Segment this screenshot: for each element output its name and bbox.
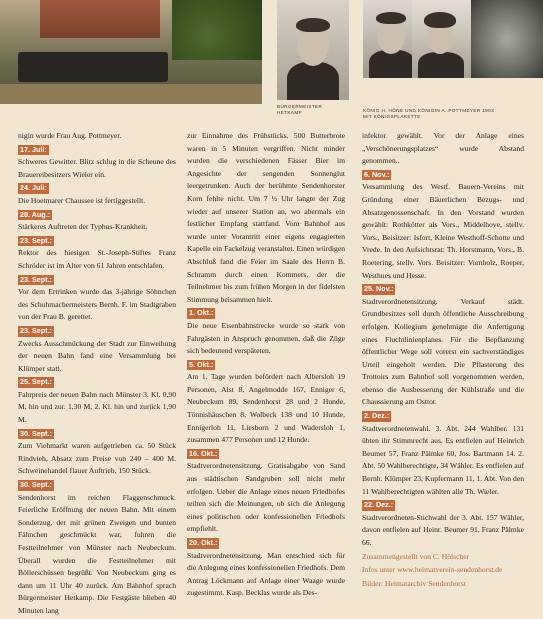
station-roof bbox=[40, 0, 160, 38]
date-label: 17. Juli: bbox=[20, 144, 47, 154]
date-label-row bbox=[187, 307, 345, 320]
date-label: 24. Juli: bbox=[20, 183, 47, 193]
entry-text: Die neue Eisenbahnstrecke wurde so stark von Fahrgästen in Anspruch genommen, daß die Züge sich bedeutend verspäteten. bbox=[187, 320, 345, 356]
entry-text: Stadtverordneten-Stichwahl der 3. Abt. 157 Wähler, davon entfielen auf Heinr. Beumer 91, Franz Pälmke 66. bbox=[362, 512, 524, 547]
credit-line: Infos unter www.heimatverein-sendenhorst.de bbox=[362, 565, 503, 575]
date-label: 23. Sept.: bbox=[20, 325, 52, 335]
date-label-row bbox=[362, 410, 524, 423]
entry-text: Zwecks Ausschmückung der Stadt zur Einweihung der neuen Bahn fand eine Versammlung bei Klümper statt. bbox=[18, 338, 176, 373]
credit-line: Bilder: Heimatarchiv Sendenhorst bbox=[362, 578, 466, 588]
caption-line: KÖNIG H. HÖNE UND KÖNIGIN A. POTTMEYER 1903 bbox=[363, 108, 495, 113]
date-label: 22. Dez.: bbox=[364, 500, 394, 510]
date-label-row bbox=[187, 359, 345, 372]
entry-text: Stadtverordnetensitzung. Gratisabgabe von Sand aus städtischen Sandgruben soll nicht mehr erfolgen. Ueber die Anlage eines neuen Friedhofes teilten sich die Meinungen, ob sich die Anlegung eines politischen oder konfessionellen Friedhofs empfiehlt. bbox=[187, 461, 345, 534]
entry-text: Fahrpreis der neuen Bahn nach Münster 3. Kl. 0,90 M, hin und zur. 1,30 M, 2. Kl. hin und zurück 1,90 M. bbox=[18, 389, 176, 425]
portrait-coat bbox=[369, 50, 415, 78]
date-label-row bbox=[18, 428, 176, 441]
date-label: 23. Sept.: bbox=[20, 274, 52, 284]
date-label-row bbox=[362, 499, 524, 512]
entry-text: zur Einnahme des Frühstücks. 500 Butterbrote waren in 5 Minuten vergriffen. Nicht minder wurden die verschiedenen Fässer Bier im Angesichte der sengenden Sonnenglut leergetrunken. Auch der berühmte Sendenhorster Korn fehlte nicht. Um 7 ½ Uhr langte der Zug wieder auf unserer Station an, wo abermals ein festlicher Empfang stattfand. Vom Bahnhof aus wurde unter Vorantritt einer eigens engagierten Kapelle ein Fackelzug veranstaltet. Einen würdigen Abschluß fand die Feier im Saale des Herrn B. Schramm durch einen Kommers, der die Teilnehmer bis zum frühen Morgen in der fidelsten Stimmung beisammen hielt. bbox=[187, 131, 345, 304]
entry-text: Schweres Gewitter. Blitz schlug in die Scheune des Brauereibesitzers Wieler ein. bbox=[18, 157, 176, 179]
date-label-row bbox=[362, 169, 524, 182]
caption-line: BÜRGERMEISTER bbox=[277, 104, 323, 109]
text-column-2 bbox=[187, 130, 345, 601]
entry-text: Zum Viehmarkt waren aufgetrieben ca. 50 Stück Rindvieh, Absatz zum Preise von 240 – 400 M. Schweinehandel flauer Auftrieb, 150 Stück. bbox=[18, 441, 176, 476]
portrait-hair bbox=[376, 12, 406, 24]
date-label: 2. Dez.: bbox=[364, 411, 390, 421]
koenig-caption bbox=[363, 108, 543, 120]
entry-text: Am 1. Tage wurden befördert nach Albersloh 19 Personen, Alst 8, Angelmodde 167, Enniger 6, Neubeckum 89, Sendenhorst 28 und 2 Hunde, Tönnishäuschen 8, Wolbeck 138 und 10 Hunde, Ennigerloh 11, Liesborn 2 und Wadersloh 1, zusammen 477 Personen und 12 Hunde. bbox=[187, 372, 345, 445]
date-label: 5. Okt.: bbox=[189, 359, 214, 369]
entry-text: infektor gewählt. Vor der Anlage eines „Verschönerungsplatzes“ wurde Abstand genommen.. bbox=[362, 131, 524, 166]
date-label: 30. Sept.: bbox=[20, 428, 52, 438]
text-column-3 bbox=[362, 130, 524, 591]
portrait-hair bbox=[424, 12, 456, 28]
date-label: 20. Okt.: bbox=[189, 538, 218, 547]
date-label: 30. Sept.: bbox=[20, 480, 52, 490]
date-label-row bbox=[18, 376, 176, 389]
date-label-row bbox=[18, 325, 176, 338]
entry-text: Stadtverordnetensitzung. Man entschied sich für die Anlegung eines konfessionellen Friedhofs. Dem Antrag Löckmann auf Anlage einer Waage wurde zugestimmt. Kasp. Becklas wurde als Des- bbox=[187, 550, 345, 598]
text-column-1 bbox=[18, 130, 176, 619]
train-photo bbox=[0, 0, 262, 104]
entry-text: nigin wurde Frau Aug. Pottmeyer. bbox=[18, 131, 122, 140]
entry-text: Die Hoetmarer Chaussee ist fertiggestellt. bbox=[18, 195, 146, 205]
date-label: 25. Nov.: bbox=[364, 284, 394, 294]
portrait-coat bbox=[418, 52, 464, 78]
date-label-row bbox=[18, 144, 176, 157]
photo-strip bbox=[0, 0, 543, 120]
date-label-row bbox=[18, 274, 176, 287]
date-label: 1. Okt.: bbox=[189, 308, 214, 318]
tree bbox=[172, 0, 262, 60]
locomotive bbox=[18, 52, 168, 82]
koenigsplakette-photo bbox=[471, 0, 543, 78]
entry-text: Stadtverordnetensitzung. Verkauf städt. Grundbesitzes soll durch öffentliche Ausschreibung erfolgen. Kollegium genehmigte die Anfertigung eines Fluchtlinienplanes. Für die Bepflanzung öffentlicher Wege soll vorerst ein sachverständiges Urteil eingeholt werden. Die Pflasterung des Trottoirs zum Bahnhof soll vorgenommen werden, ebenso die Ausbesserung der Kühlstraße und die Chaussierung am Osttor. bbox=[362, 296, 524, 407]
date-label-row bbox=[187, 448, 345, 461]
date-label-row bbox=[18, 235, 176, 248]
date-label: 16. Okt.: bbox=[189, 448, 218, 458]
date-label: 28. Aug.: bbox=[20, 209, 51, 219]
date-label-row bbox=[18, 209, 176, 222]
buergermeister-portrait bbox=[277, 0, 349, 100]
date-label: 23. Sept.: bbox=[20, 235, 52, 245]
koenigin-portrait bbox=[412, 0, 472, 78]
entry-text: Stadtverordnetenwahl. 3. Abt. 244 Wahlber. 131 übten ihr Stimmrecht aus. Es entfielen auf Heinrich Beumer 57, Franz Pälmke 60, Jos. Bartmann 14. 2. Abt. 50 Wahlberechtigte, 34 Wähler. Es entfielen auf Bernh. Klümper 23, Kupfermann 11, 1. Abt. Von den 11 Wahlberechtigten wählten alle Th. Wieler. bbox=[362, 423, 524, 496]
date-label-row bbox=[362, 283, 524, 296]
date-label-row bbox=[18, 182, 176, 195]
credit-line: Zusammengestellt von C. Hölscher bbox=[362, 551, 470, 561]
date-label-row bbox=[187, 537, 345, 550]
entry-text: Rektor des hiesigen St.-Joseph-Stiftes Franz Schröder ist im Alter von 61 Jahren entschlafen. bbox=[18, 248, 176, 270]
date-label: 6. Nov.: bbox=[364, 169, 390, 179]
date-label: 25. Sept.: bbox=[20, 377, 52, 387]
buergermeister-caption bbox=[277, 104, 357, 116]
caption-line: MIT KÖNIGSPLAKETTE bbox=[363, 114, 421, 119]
ground bbox=[0, 84, 262, 104]
portrait-coat bbox=[287, 62, 339, 100]
caption-line: HETKAMP bbox=[277, 110, 303, 115]
entry-text: Versammlung des Westf. Bauern-Vereins mit Gründung einer Bäuerlichen Bezugs- und Absatzgenossenschaft. In den Vorstand wurden gewählt: Rothkötter als Vors., Middelhove, stellv. Vors., Beisitzer: Isfort, Kleine Westhoff-Schotte und Vrede. In den Aufsichtsrat: Th. Horstmann, Vors., B. Roetering, stellv. Vors. Beisitzer: Vornholz, Roeper, Westhues und Hesse. bbox=[362, 182, 524, 280]
entry-text: Stärkeres Auftreten der Typhus-Krankheit. bbox=[18, 222, 148, 232]
entry-text: Sendenhorst im reichen Flaggenschmuck. Feierliche Eröffnung der neuen Bahn. Mit einem Sonderzug, der mit grünen Zweigen und bunten Fähnchen geschmückt war, fuhren die Festteilnehmer von Münster nach Neubeckum. Überall wurden die Festteilnehmer mit Böllerschüssen begrüßt. Von Neubeckum ging es dann um 11 Uhr 40 zurück. Am Bahnhof sprach Bürgermeister Hetkamp. Die Festgäste blieben 40 Minuten lang bbox=[18, 492, 176, 615]
entry-text: Vor dem Ertrinken wurde das 3-jährige Söhnchen des Schuhmachermeisters Bernh. F. im Stadtgraben von der Frau B. gerettet. bbox=[18, 287, 176, 322]
date-label-row bbox=[18, 479, 176, 492]
portrait-hair bbox=[296, 18, 330, 32]
